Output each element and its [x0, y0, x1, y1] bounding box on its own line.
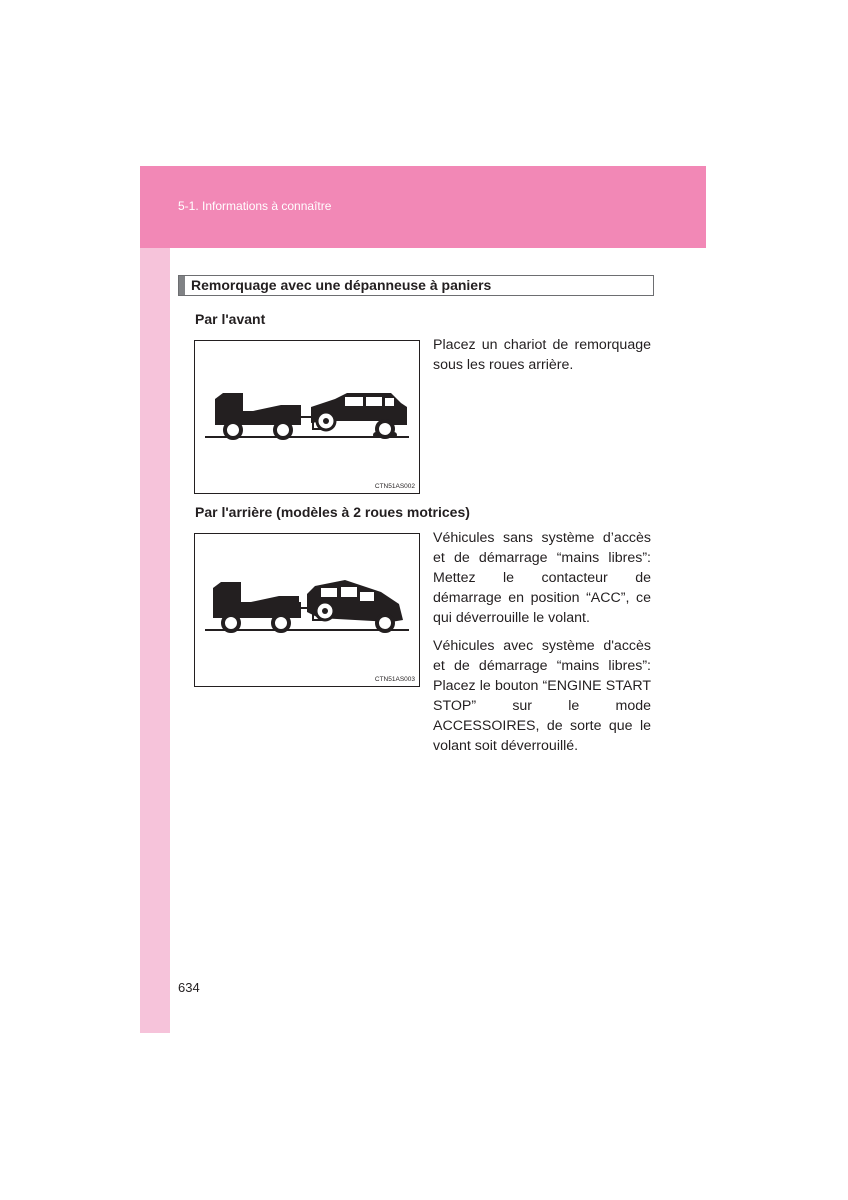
rear-towing-heading: Par l'arrière (modèles à 2 roues motrices) [195, 504, 470, 520]
front-towing-drawing [195, 341, 421, 495]
rear-figure-code: CTN51AS003 [374, 676, 415, 683]
side-color-strip [140, 248, 170, 1033]
rear-instructions-with-smart-key: Véhicules avec système d'accès et de démarrage “mains libres”: Placez le bouton “ENGINE START STOP” sur le mode ACCESSOIRES, de sorte que le volant soit déverrouillé. [433, 638, 651, 754]
front-towing-heading: Par l'avant [195, 311, 266, 327]
section-title-marker [179, 276, 185, 295]
rear-instructions-without-smart-key: Véhicules sans système d’accès et de démarrage “mains libres”: Mettez le contacteur de démarrage en position “ACC”, ce qui déverrouille le volant. [433, 530, 651, 626]
rear-towing-drawing [195, 534, 421, 688]
section-title-box [178, 275, 654, 296]
front-towing-illustration [194, 340, 420, 494]
chapter-header-label: 5-1. Informations à connaître [178, 199, 332, 213]
front-figure-code: CTN51AS002 [374, 483, 415, 490]
page-number: 634 [178, 980, 200, 995]
rear-towing-illustration [194, 533, 420, 687]
front-towing-instructions: Placez un chariot de remorquage sous les roues arrière. [433, 337, 651, 373]
section-title: Remorquage avec une dépanneuse à paniers [191, 277, 492, 293]
